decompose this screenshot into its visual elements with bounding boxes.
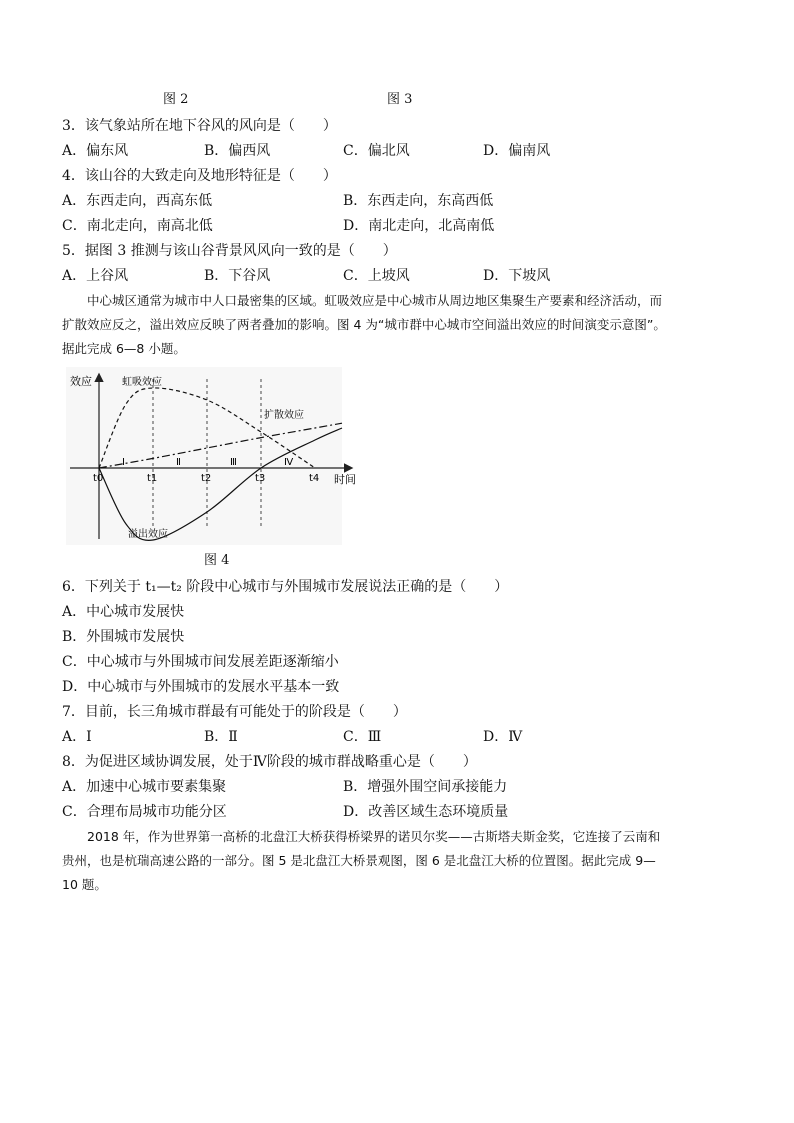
- question-5-stem: 5．据图 3 推测与该山谷背景风风向一致的是（ ）: [62, 243, 397, 259]
- question-6-option-d[interactable]: D．中心城市与外围城市的发展水平基本一致: [62, 679, 340, 695]
- question-8-option-c[interactable]: C．合理布局城市功能分区: [62, 804, 227, 820]
- x-tick-label: t4: [309, 473, 320, 484]
- question-4-option-a[interactable]: A．东西走向，西高东低: [62, 193, 213, 209]
- series-label-2: 扩散效应: [264, 410, 304, 421]
- question-6-stem: 6．下列关于 t₁—t₂ 阶段中心城市与外围城市发展说法正确的是（ ）: [62, 579, 509, 595]
- passage-2-line-1: 2018 年，作为世界第一高桥的北盘江大桥获得桥梁界的诺贝尔奖——古斯塔夫斯金奖，它连接了云南和: [87, 829, 661, 844]
- question-5-option-c[interactable]: C．上坡风: [343, 268, 410, 284]
- question-4-option-d[interactable]: D．南北走向，北高南低: [343, 218, 495, 234]
- figure-3-caption: 图 3: [387, 92, 413, 107]
- x-tick-label: t2: [201, 473, 212, 484]
- question-3-option-d[interactable]: D．偏南风: [483, 143, 551, 159]
- passage-beipanjiang-bridge: [62, 825, 734, 897]
- question-4-option-c[interactable]: C．南北走向，南高北低: [62, 218, 213, 234]
- question-4-stem: 4．该山谷的大致走向及地形特征是（ ）: [62, 168, 337, 184]
- question-8-stem: 8．为促进区域协调发展，处于Ⅳ阶段的城市群战略重心是（ ）: [62, 754, 477, 770]
- x-axis-label: 时间: [334, 473, 356, 486]
- x-tick-label: t3: [255, 473, 266, 484]
- spillover-effect-chart: [66, 367, 356, 545]
- figure-2-caption: 图 2: [163, 92, 189, 107]
- question-7-stem: 7．目前，长三角城市群最有可能处于的阶段是（ ）: [62, 704, 407, 720]
- passage-1-line-1: 中心城区通常为城市中人口最密集的区域。虹吸效应是中心城市从周边地区集聚生产要素和经济活动，而: [87, 293, 663, 308]
- stage-label: Ⅰ: [122, 457, 125, 468]
- question-3-option-a[interactable]: A．偏东风: [62, 143, 129, 159]
- figure-4-caption: 图 4: [204, 553, 230, 568]
- figure-4-chart: [66, 367, 356, 545]
- question-6-option-a[interactable]: A．中心城市发展快: [62, 604, 185, 620]
- question-6-option-b[interactable]: B．外围城市发展快: [62, 629, 185, 645]
- question-3-option-c[interactable]: C．偏北风: [343, 143, 410, 159]
- passage-2-line-3: 10 题。: [62, 877, 107, 892]
- question-3-stem: 3．该气象站所在地下谷风的风向是（ ）: [62, 118, 337, 134]
- stage-label: Ⅱ: [176, 457, 181, 468]
- passage-urban-spillover: [62, 289, 734, 361]
- question-8-option-d[interactable]: D．改善区域生态环境质量: [343, 804, 509, 820]
- question-7-option-c[interactable]: C．Ⅲ: [343, 729, 382, 745]
- question-6-option-c[interactable]: C．中心城市与外围城市间发展差距逐渐缩小: [62, 654, 339, 670]
- passage-1-line-3: 据此完成 6—8 小题。: [62, 341, 186, 356]
- question-5-option-d[interactable]: D．下坡风: [483, 268, 551, 284]
- series-label-3: 溢出效应: [128, 529, 168, 540]
- question-8-option-b[interactable]: B．增强外围空间承接能力: [343, 779, 508, 795]
- stage-label: Ⅳ: [284, 457, 294, 468]
- passage-1-line-2: 扩散效应反之，溢出效应反映了两者叠加的影响。图 4 为“城市群中心城市空间溢出效应的时间演变示意图”。: [62, 317, 666, 332]
- passage-2-line-2: 贵州，也是杭瑞高速公路的一部分。图 5 是北盘江大桥景观图，图 6 是北盘江大桥的位置图。据此完成 9—: [62, 853, 656, 868]
- question-7-option-a[interactable]: A．Ⅰ: [62, 729, 92, 745]
- series-label-1: 虹吸效应: [122, 377, 162, 388]
- question-4-option-b[interactable]: B．东西走向，东高西低: [343, 193, 494, 209]
- question-5-option-b[interactable]: B．下谷风: [204, 268, 271, 284]
- question-7-option-b[interactable]: B．Ⅱ: [204, 729, 238, 745]
- question-7-option-d[interactable]: D．Ⅳ: [483, 729, 523, 745]
- question-8-option-a[interactable]: A．加速中心城市要素集聚: [62, 779, 227, 795]
- y-axis-label: 效应: [70, 375, 92, 388]
- x-tick-label: t1: [147, 473, 158, 484]
- x-tick-label: t0: [93, 473, 104, 484]
- stage-label: Ⅲ: [230, 457, 237, 468]
- question-3-option-b[interactable]: B．偏西风: [204, 143, 271, 159]
- question-5-option-a[interactable]: A．上谷风: [62, 268, 129, 284]
